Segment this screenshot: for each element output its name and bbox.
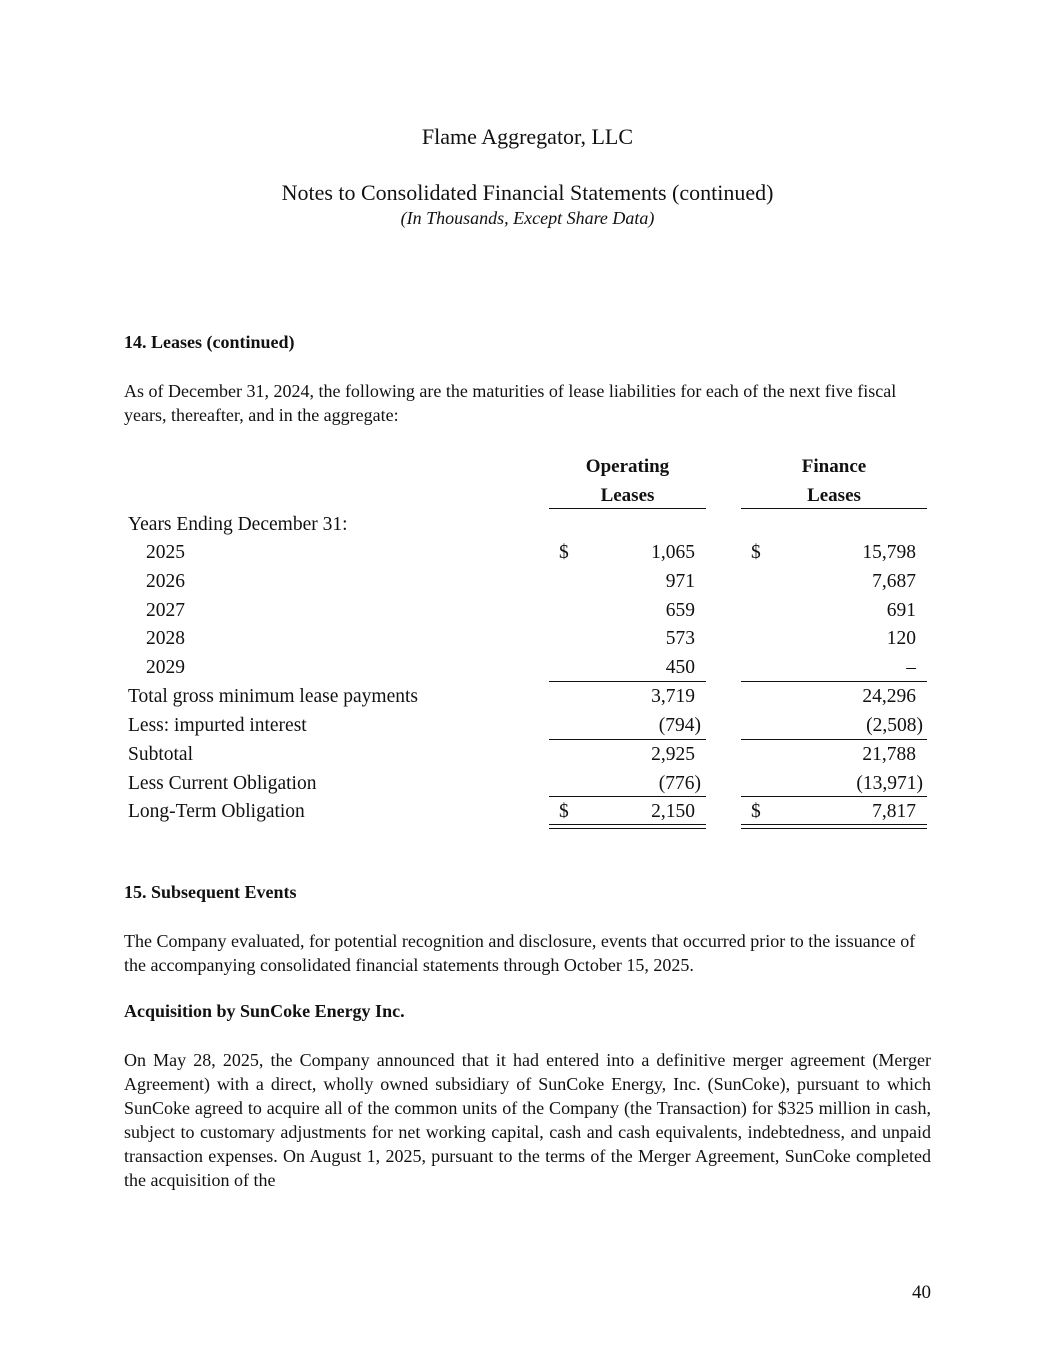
finance-value: 691	[886, 600, 916, 621]
leases-heading: 14. Leases (continued)	[124, 332, 295, 352]
header-underline-finance	[741, 508, 927, 509]
row-label: 2029	[146, 657, 185, 678]
row-label: 2025	[146, 542, 185, 563]
table-row	[128, 510, 928, 539]
finance-value: 21,788	[862, 744, 916, 765]
page-number: 40	[912, 1282, 931, 1303]
finance-value: 7,687	[872, 571, 916, 592]
row-label: 2027	[146, 600, 185, 621]
row-label: Less: impurted interest	[128, 715, 307, 736]
finance-value: (13,971)	[856, 773, 923, 794]
operating-leases-header	[549, 452, 706, 510]
finance-value: –	[906, 657, 916, 678]
operating-header-line1: Operating	[585, 456, 670, 477]
finance-header-line1: Finance	[801, 456, 867, 477]
company-name: Flame Aggregator, LLC	[421, 124, 634, 149]
table-row	[128, 682, 928, 711]
header-underline-operating	[549, 508, 706, 509]
currency-symbol: $	[559, 542, 569, 563]
finance-value: 7,817	[872, 801, 916, 822]
table-row	[128, 653, 928, 682]
row-label: Years Ending December 31:	[128, 514, 348, 535]
operating-value: (776)	[658, 773, 701, 794]
operating-value: 971	[665, 571, 695, 592]
row-label: Subtotal	[128, 744, 194, 765]
operating-value: 3,719	[651, 686, 695, 707]
row-label: 2026	[146, 571, 185, 592]
operating-value: 2,925	[651, 744, 695, 765]
table-row	[128, 567, 928, 596]
table-row	[128, 624, 928, 653]
page-title: Notes to Consolidated Financial Statements (continued)	[281, 180, 774, 205]
table-row	[128, 711, 928, 740]
table-row	[128, 740, 928, 769]
row-label: Long-Term Obligation	[128, 801, 305, 822]
currency-symbol: $	[751, 542, 761, 563]
finance-leases-header	[741, 452, 927, 510]
row-label: Total gross minimum lease payments	[128, 686, 419, 707]
currency-symbol: $	[559, 801, 569, 822]
table-row	[128, 797, 928, 826]
acquisition-heading: Acquisition by SunCoke Energy Inc.	[124, 1001, 405, 1021]
finance-value: 24,296	[862, 686, 916, 707]
page-subtitle: (In Thousands, Except Share Data)	[400, 208, 655, 228]
leases-intro: As of December 31, 2024, the following are the maturities of lease liabilities for each of the next five fiscal years, thereafter, and in the aggregate:	[124, 381, 897, 425]
operating-value: 2,150	[651, 801, 695, 822]
operating-value: 659	[665, 600, 695, 621]
operating-value: (794)	[658, 715, 701, 736]
operating-header-line2: Leases	[600, 485, 655, 506]
table-row	[128, 769, 928, 798]
subsequent-events-paragraph: The Company evaluated, for potential recognition and disclosure, events that occurred prior to the issuance of the accompanying consolidated financial statements through October 15, 2025.	[124, 931, 916, 975]
finance-value: 15,798	[862, 542, 916, 563]
currency-symbol: $	[751, 801, 761, 822]
table-row	[128, 538, 928, 567]
subsequent-events-heading: 15. Subsequent Events	[124, 882, 297, 902]
table-row	[128, 596, 928, 625]
operating-value: 450	[665, 657, 695, 678]
finance-value: 120	[886, 628, 916, 649]
row-label: Less Current Obligation	[128, 773, 317, 794]
finance-header-line2: Leases	[807, 485, 861, 506]
acquisition-paragraph: On May 28, 2025, the Company announced that it had entered into a definitive merger agreement (Merger Agreement) with a direct, wholly owned subsidiary of SunCoke Energy, Inc. (SunCoke), pursuant to which SunCoke agreed to acquire all of the common units of the Company (the Transaction) for $325 million in cash, subject to customary adjustments for net working capital, cash and cash equivalents, indebtedness, and unpaid transaction expenses. On August 1, 2025, pursuant to the terms of the Merger Agreement, SunCoke completed the acquisition of the	[124, 1050, 931, 1190]
double-rule-finance-top	[741, 824, 927, 825]
operating-value: 573	[665, 628, 695, 649]
double-rule-finance-bottom	[741, 828, 927, 829]
double-rule-operating-bottom	[549, 828, 706, 829]
row-label: 2028	[146, 628, 185, 649]
finance-value: (2,508)	[866, 715, 923, 736]
operating-value: 1,065	[651, 542, 695, 563]
double-rule-operating-top	[549, 824, 706, 825]
